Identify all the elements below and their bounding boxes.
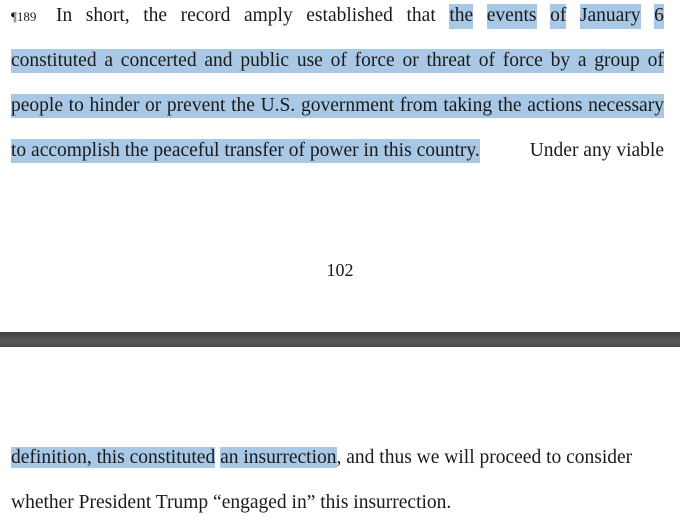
page-number: 102 — [326, 260, 354, 280]
plain-text: , and thus we will proceed to consider — [336, 447, 633, 468]
word: prevent — [166, 95, 226, 116]
word: by — [550, 50, 571, 71]
paragraph-line-4 — [11, 139, 664, 163]
word: record — [180, 5, 231, 26]
word: U.S. — [260, 95, 296, 116]
highlighted-text: to accomplish the peaceful transfer of power in this country. — [11, 140, 480, 161]
plain-text: Under any viable — [529, 140, 664, 161]
word: January — [580, 4, 641, 29]
plain-text: whether President Trump “engaged in” this insurrection. — [11, 492, 452, 513]
word: a — [104, 50, 114, 71]
word: taking — [443, 95, 493, 116]
paragraph-line-2 — [11, 49, 664, 73]
word: 6 — [654, 4, 664, 29]
word: use — [296, 50, 323, 71]
word: the — [449, 4, 473, 29]
paragraph-line-1 — [11, 4, 664, 29]
word: a — [577, 50, 587, 71]
word: actions — [527, 95, 583, 116]
word: short, — [85, 5, 130, 26]
word: threat — [426, 50, 471, 71]
word: or — [145, 95, 162, 116]
word: that — [406, 5, 436, 26]
highlighted-text: an insurrection — [220, 447, 337, 468]
word: or — [402, 50, 419, 71]
word: hinder — [89, 95, 140, 116]
word: group — [594, 50, 640, 71]
word: constituted — [11, 50, 97, 71]
highlighted-text: definition, this constituted — [11, 447, 216, 468]
word: events — [487, 4, 537, 29]
word: amply — [243, 5, 293, 26]
word: force — [502, 50, 543, 71]
word: of — [550, 4, 566, 29]
continuation-line-2 — [11, 491, 664, 515]
word: of — [647, 50, 664, 71]
word: public — [240, 50, 290, 71]
word: the — [231, 95, 255, 116]
continuation-line-1 — [11, 446, 664, 470]
word: to — [68, 95, 84, 116]
word: force — [354, 50, 395, 71]
page-separator — [0, 332, 680, 347]
paragraph-line-3 — [11, 94, 664, 118]
word: people — [11, 95, 63, 116]
word: government — [300, 95, 395, 116]
paragraph-number: ¶189 — [11, 9, 37, 24]
document-page-103 — [0, 347, 680, 517]
word: and — [204, 50, 233, 71]
word: of — [330, 50, 347, 71]
word: established — [306, 5, 393, 26]
word: concerted — [120, 50, 197, 71]
word: of — [478, 50, 495, 71]
word: from — [399, 95, 438, 116]
word: the — [497, 95, 522, 116]
word: necessary — [588, 95, 664, 116]
word: In — [55, 5, 73, 26]
word: the — [143, 5, 168, 26]
